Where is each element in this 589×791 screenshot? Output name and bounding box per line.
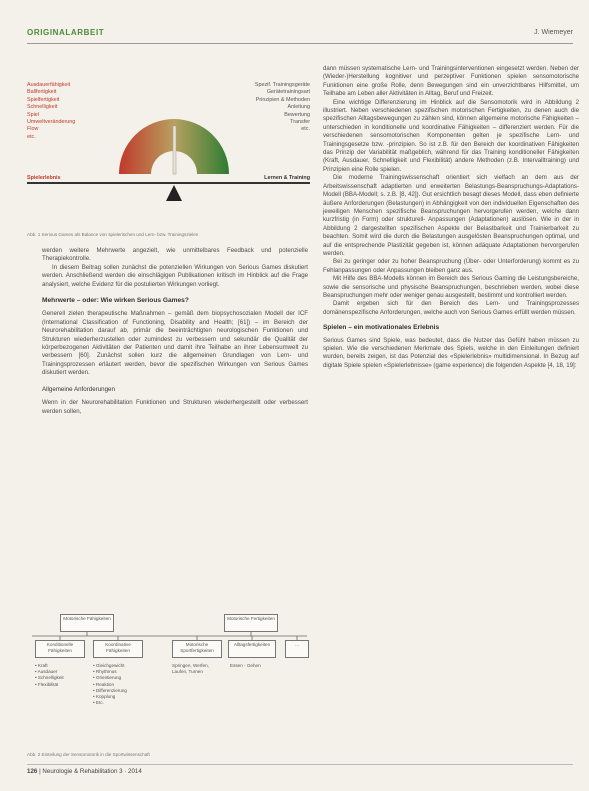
training-aspect: Gerätetrainingsart [266,89,310,96]
figure-2-caption: Abb. 2 Einteilung der Sensomotorik in die Sportwissenschaft [27,752,150,757]
training-aspects-list [255,82,310,134]
paragraph: Wenn in der Neurorehabilitation Funktionen und Strukturen wiederhergestellt oder verbessert werden sollen, [42,399,308,415]
motor-abilities-box: Motorische Fähigkeiten [60,614,114,632]
figure-1 [27,82,310,222]
list-item: • Differenzierung [93,688,143,694]
game-aspect: Spielfertigkeit [27,96,60,103]
conditional-abilities-box: Konditionelle Fähigkeiten [35,640,85,658]
balance-fulcrum [166,185,182,201]
list-item: • Ausdauer [35,669,64,675]
paragraph: Die moderne Trainingswissenschaft orientiert sich vielfach an dem aus der Arbeitswissenschaft adaptierten und erweiterten Belastungs-Beanspruchungs-Adaptations-Modell (BBA-Modell; s. z.B. [8, 42]). Gut ersichtlich besagt dieses Modell, dass eben definierte äußere Anforderungen (Belastungen) in Abhängigkeit von den individuellen Eigenschaften des jeweiligen Menschen spezifische Beanspruchungen hervorgerufen werden, welche dann kurzfristig (in Form) oder strukturell- Anpassungen (Adaptationen) auslösen. Wie in der in Abbildung 2 dargestellten spezifischen Aspekte der Belastbarkeit und Trainierbarkeit zu beachten. Somit wird die durch die Belastungen ausgelösten Beanspruchungen optimal, und auf die entsprechende Plastizität gegeben ist, können adäquate Adaptationen hervorgerufen werden. [323,174,579,257]
page-number: 126 [27,768,38,775]
section-heading: Spielen – ein motivationales Erlebnis [323,324,440,332]
footer-separator: | [39,768,41,775]
paragraph: Serious Games sind Spiele, was bedeutet, dass die Nutzer das Gefühl haben müssen zu spielen. Wie die verschiedenen Merkmale des Spiels, welche in den Einleitungen definiert wurden, bereits zeigen, ist das Potenzial des «Spielerlebnis» multidimensional. In Bezug auf digitale Spiele spielen «Spielerlebnisse» (game experience) die folgenden Aspekte [4, 18, 19]: [323,336,579,369]
list-item: • Flexibilität [35,682,64,688]
left-column [42,247,308,416]
training-aspect: etc. [301,126,310,133]
list-item: • Schnelligkeit [35,675,64,681]
training-label: Lernen & Training [264,175,310,181]
game-aspect: Flow [27,126,39,133]
list-item: • Gleichgewicht [93,663,143,669]
motor-skills-box: Motorische Fertigkeiten [224,614,278,632]
right-column [323,65,579,370]
coordinative-abilities-box: Koordinative Fähigkeiten [93,640,143,658]
training-aspect: Prinzipien & Methoden [255,96,310,103]
figure-1-caption: Abb. 1 Serious Games als Balance von spielerischen und Lern- bzw. Trainingszielen [27,232,199,237]
game-aspect: Umweltveränderung [27,119,76,126]
author-label: J. Wiemeyer [534,29,573,36]
section-label: ORIGINALARBEIT [27,28,105,37]
training-aspect: Bewertung [284,111,310,118]
more-skills-box: ... [285,640,309,658]
list-item: • Etc. [93,700,143,706]
game-aspects-list [27,82,75,141]
journal-name: Neurologie & Rehabilitation 3 · 2014 [42,768,142,775]
everyday-skills-text: Essen - Gehen [230,663,261,668]
sport-skills-text: Springen, Werfen, Laufen, Turnen [172,663,209,675]
game-label: Spielerlebnis [27,175,61,181]
list-item: • Reaktion [93,682,143,688]
paragraph: Generell zielen therapeutische Maßnahmen – gemäß dem biopsychosozialen Modell der ICF (International Classification of Functioning, Disability and Health; [61]) – im Bereich der Neurorehabilitation darauf ab, primär die beeinträchtigten neurologischen Funktionen und Strukturen wiederherzustellen oder zumindest zu verbessern und sekundär die Qualität der körperbezogenen Aktivitäten der Patienten und damit ihre Teilhabe an ihrer Lebensumwelt zu verbessern [60]. Zunächst sollen kurz die allgemeinen Grundlagen von Lern- und Trainingsprozessen erläutert werden, bevor die spezifischen Wirkungen von Serious Games diskutiert werden. [42,310,308,377]
game-aspect: Schnelligkeit [27,104,58,111]
list-item: • Rhythmus [93,669,143,675]
footer [27,768,142,775]
game-aspect: Ausdauerfähigkeit [27,82,71,88]
sport-skills-box: Motorische Sportfertigkeiten [172,640,222,658]
conditional-list [35,663,64,688]
paragraph: dann müssen systematische Lern- und Trainingsinterventionen eingesetzt werden. Neben der (Wieder-)Herstellung kognitiver und perzeptiver Funktionen spielen sensomotorische Funktionen eine große Rolle, denn Bewegungen sind ein unverzichtbares Hilfsmittel, um Teilhabe am Leben aller Aktivitäten in Alltag, Beruf und Freizeit. [323,65,579,98]
game-aspect: Spiel [27,111,39,118]
paragraph: Damit ergeben sich für den Bereich des Lern- und Trainingsprozesses domänenspezifische Anforderungen, welche auch von Serious Games erfüllt werden müssen. [323,300,579,316]
header-rule [27,43,573,44]
game-aspect: Ballfertigkeit [27,89,57,96]
list-item: • Kraft [35,663,64,669]
section-heading: Mehrwerte – oder: Wie wirken Serious Games? [42,297,189,305]
balance-needle [173,126,176,174]
subsection-heading: Allgemeine Anforderungen [42,385,115,393]
training-aspect: Transfer [290,119,310,126]
paragraph: Mit Hilfe des BBA-Modells können im Bereich des Serious Gaming die Leistungsbereiche, sowie die sensorische und physische Beanspruchungen, beschrieben werden, wobei diese Beanspruchungen mehr oder weniger genau ausgestellt, bestimmt und kontrolliert werden. [323,275,579,299]
training-aspect: Spezif. Trainingsgeräte [254,82,310,88]
tree-connectors [27,614,312,746]
paragraph: werden weitere Mehrwerte angezielt, wie unmittelbares Feedback und potenzielle Therapiekontrolle. [42,247,308,263]
list-item: • Kopplung [93,694,143,700]
paragraph: Bei zu geringer oder zu hoher Beanspruchung (Über- oder Unterforderung) kommt es zu Fehlanpassungen oder Anpassungen bleiben ganz aus. [323,258,579,274]
coordinative-list [93,663,143,706]
paragraph: Eine wichtige Differenzierung im Hinblick auf die Sensomotorik wird in Abbildung 2 illustriert. Neben verschiedenen spezifischen motorischen Fertigkeiten, zu denen auch die spezifischen Alltagsbewegungen zu zählen sind, können allgemeine motorische Fähigkeiten – unterschieden in konditionelle und koordinative Fähigkeiten – differenziert werden. Für die verschiedenen sensomotorischen Komponenten gelten je spezifische Lern- und Trainingsgesetze bzw. -prinzipien. So ist z.B. für den Bereich der koordinativen Fähigkeiten das Prinzip der Variabilität maßgeblich, während für das Training konditioneller Fähigkeiten (Kraft, Ausdauer, Schnelligkeit und Flexibilität) andere Methoden (z.B. Intervalltraining) und Prinzipien eine Rolle spielen. [323,98,579,173]
paragraph: In diesem Beitrag sollen zunächst die potenziellen Wirkungen von Serious Games diskutiert werden. Anschließend werden die einschlägigen Publikationen kritisch im Hinblick auf die Frage analysiert, welche Evidenz für die postulierten Wirkungen vorliegt. [42,263,308,288]
training-aspect: Anleitung [287,104,310,111]
game-aspect: etc. [27,133,36,140]
list-item: • Orientierung [93,675,143,681]
footer-rule [27,764,573,765]
everyday-skills-box: Alltagsfertigkeiten [228,640,276,658]
figure-2 [27,614,312,746]
